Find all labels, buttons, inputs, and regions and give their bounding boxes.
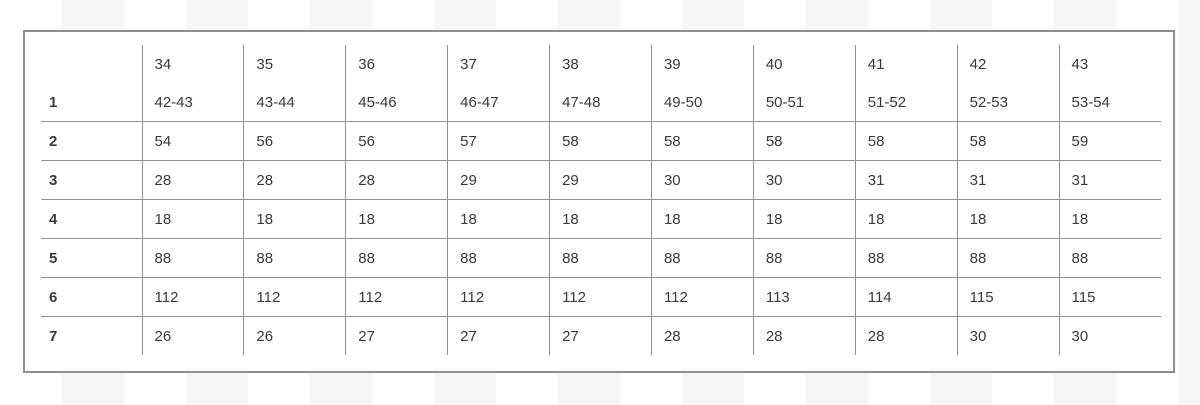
table-cell: 88 [753,239,855,278]
column-header: 36 [346,45,448,83]
table-cell: 18 [244,200,346,239]
table-row [41,317,1161,356]
header-row [41,45,1161,83]
corner-cell [41,45,142,83]
row-label: 3 [49,171,58,189]
row-label: 1 [49,93,58,111]
table-cell: 56 [346,122,448,161]
table-cell: 114 [855,278,957,317]
row-label: 7 [49,327,58,345]
size-table-header [41,45,1161,83]
table-cell: 18 [448,200,550,239]
table-cell: 28 [855,317,957,356]
column-header: 35 [244,45,346,83]
table-cell: 26 [244,317,346,356]
table-cell: 88 [142,239,244,278]
size-table-panel [23,30,1175,373]
table-cell: 88 [1059,239,1161,278]
size-table-body [41,83,1161,355]
row-label: 4 [49,210,58,228]
table-cell: 112 [142,278,244,317]
table-row [41,122,1161,161]
column-header: 38 [550,45,652,83]
table-cell: 30 [1059,317,1161,356]
table-cell: 26 [142,317,244,356]
table-cell: 18 [346,200,448,239]
table-cell: 42-43 [142,83,244,122]
table-cell: 51-52 [855,83,957,122]
table-cell: 52-53 [957,83,1059,122]
table-cell: 18 [957,200,1059,239]
table-cell: 88 [346,239,448,278]
table-cell: 115 [957,278,1059,317]
table-cell: 27 [346,317,448,356]
column-header: 43 [1059,45,1161,83]
column-header: 37 [448,45,550,83]
table-cell: 18 [753,200,855,239]
table-cell: 88 [855,239,957,278]
table-cell: 57 [448,122,550,161]
table-cell: 31 [1059,161,1161,200]
table-row [41,278,1161,317]
table-cell: 49-50 [651,83,753,122]
table-cell: 29 [448,161,550,200]
table-cell: 28 [142,161,244,200]
table-cell: 28 [244,161,346,200]
table-cell: 27 [550,317,652,356]
row-label: 2 [49,132,58,150]
table-cell: 88 [957,239,1059,278]
column-header: 34 [142,45,244,83]
column-header: 40 [753,45,855,83]
table-cell: 113 [753,278,855,317]
row-label: 6 [49,288,58,306]
column-header: 41 [855,45,957,83]
table-cell: 88 [244,239,346,278]
table-cell: 58 [855,122,957,161]
table-row [41,200,1161,239]
table-row [41,161,1161,200]
table-cell: 88 [448,239,550,278]
table-cell: 18 [855,200,957,239]
table-cell: 58 [753,122,855,161]
table-cell: 18 [651,200,753,239]
table-cell: 18 [550,200,652,239]
table-cell: 112 [346,278,448,317]
table-cell: 50-51 [753,83,855,122]
row-label: 5 [49,249,58,267]
column-header: 42 [957,45,1059,83]
table-cell: 112 [651,278,753,317]
table-cell: 43-44 [244,83,346,122]
table-cell: 28 [651,317,753,356]
table-cell: 28 [753,317,855,356]
table-cell: 56 [244,122,346,161]
table-cell: 58 [651,122,753,161]
table-cell: 45-46 [346,83,448,122]
table-cell: 31 [855,161,957,200]
table-cell: 112 [448,278,550,317]
table-cell: 53-54 [1059,83,1161,122]
table-cell: 30 [957,317,1059,356]
table-cell: 112 [550,278,652,317]
table-row [41,239,1161,278]
table-cell: 31 [957,161,1059,200]
table-cell: 112 [244,278,346,317]
table-cell: 54 [142,122,244,161]
table-cell: 47-48 [550,83,652,122]
size-table [41,45,1161,355]
table-cell: 88 [651,239,753,278]
column-header: 39 [651,45,753,83]
table-cell: 88 [550,239,652,278]
table-cell: 18 [1059,200,1161,239]
table-cell: 58 [957,122,1059,161]
table-cell: 29 [550,161,652,200]
table-cell: 115 [1059,278,1161,317]
table-cell: 18 [142,200,244,239]
table-cell: 46-47 [448,83,550,122]
table-row [41,83,1161,122]
table-cell: 59 [1059,122,1161,161]
table-cell: 28 [346,161,448,200]
table-cell: 58 [550,122,652,161]
table-cell: 30 [651,161,753,200]
table-cell: 27 [448,317,550,356]
table-cell: 30 [753,161,855,200]
